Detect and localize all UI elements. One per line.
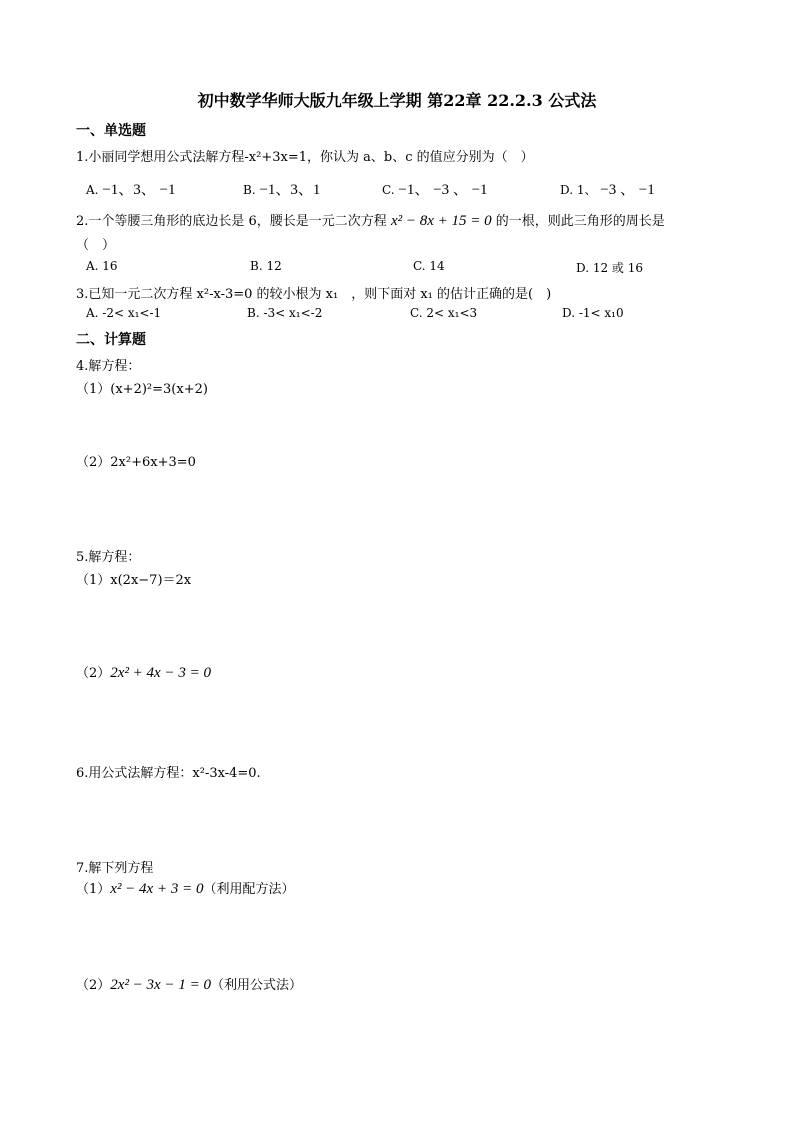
part-label: （2） (76, 978, 111, 993)
option-label: A. (86, 183, 99, 197)
question-2-option-b: B. 12 (250, 259, 282, 273)
question-3-option-d: D. -1< x₁0 (562, 306, 624, 320)
option-label: C. (382, 183, 395, 197)
question-5-stem: 5.解方程： (76, 550, 141, 565)
method-note: （利用配方法） (203, 882, 295, 897)
question-3-option-c: C. 2< x₁<3 (410, 306, 478, 320)
question-2-option-c: C. 14 (413, 259, 445, 273)
equation: x² − 4x + 3 = 0 (110, 881, 204, 897)
option-label: D. 1、 (560, 183, 597, 197)
stem-text: 2.一个等腰三角形的底边长是 6，腰长是一元二次方程 (76, 214, 387, 229)
equation: 2x² − 3x − 1 = 0 (110, 977, 211, 993)
section-heading-calculation: 二、计算题 (76, 332, 146, 348)
option-value: −3 、 −1 (600, 182, 655, 198)
question-2-option-d: D. 12 或 16 (576, 261, 643, 275)
question-3-stem: 3.已知一元二次方程 x²-x-3=0 的较小根为 x₁ ，则下面对 x₁ 的估计正确的是( ) (76, 287, 552, 302)
option-value: −1、3、1 (259, 182, 321, 198)
option-value: −1、3、 −1 (102, 182, 176, 198)
question-7-stem: 7.解下列方程 (76, 861, 154, 876)
option-label: B. (243, 183, 256, 197)
section-heading-single-choice: 一、单选题 (76, 123, 146, 139)
option-value: −1、 −3 、 −1 (398, 182, 488, 198)
question-2-option-a: A. 16 (86, 259, 118, 273)
question-3-option-a: A. -2< x₁<-1 (86, 306, 162, 320)
question-2-stem-line2: （ ） (76, 238, 116, 253)
question-3-option-b: B. -3< x₁<-2 (247, 306, 323, 320)
question-1-option-d (560, 178, 655, 199)
question-5-part-2 (76, 662, 211, 682)
equation: x² − 8x + 15 = 0 (390, 213, 492, 229)
question-7-part-1 (76, 878, 294, 898)
question-1-option-a (86, 178, 175, 199)
part-label: （2） (76, 666, 111, 681)
part-label: （1） (76, 882, 111, 897)
question-1-option-c (382, 178, 488, 199)
question-1-stem: 1.小丽同学想用公式法解方程-x²+3x=1，你认为 a、b、c 的值应分别为（ ） (76, 150, 534, 165)
method-note: （利用公式法） (210, 978, 302, 993)
question-5-part-1: （1）x(2x−7)＝2x (76, 573, 192, 588)
question-4-part-2: （2）2x²+6x+3=0 (76, 455, 196, 470)
question-7-part-2 (76, 974, 302, 994)
equation: 2x² + 4x − 3 = 0 (110, 665, 211, 681)
question-1-option-b (243, 178, 320, 199)
question-2-stem (76, 210, 665, 230)
page-title: 初中数学华师大版九年级上学期 第22章 22.2.3 公式法 (197, 91, 597, 110)
question-4-part-1: （1）(x+2)²=3(x+2) (76, 382, 208, 397)
question-4-stem: 4.解方程： (76, 359, 141, 374)
stem-text: 的一根，则此三角形的周长是 (495, 214, 665, 229)
question-6-stem: 6.用公式法解方程：x²-3x-4=0. (76, 766, 261, 781)
